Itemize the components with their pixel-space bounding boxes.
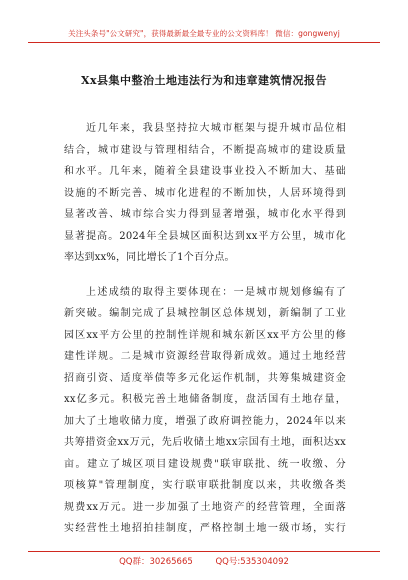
- paragraph-2: [64, 282, 346, 540]
- paragraph-line: 结合，城市建设与管理相结合，不断提高城市的建设质量: [64, 144, 346, 156]
- paragraph-line: 近几年来，我县坚持拉大城市框架与提升城市品位相: [86, 123, 346, 134]
- paragraph-line: 实经营性土地招拍挂制度，严格控制土地一级市场，实行: [64, 523, 346, 534]
- document-title: Xx县集中整治土地违法行为和违章建筑情况报告: [80, 74, 328, 87]
- paragraph-line: 园区xx平方公里的控制性详规和城东新区xx平方公里的修: [64, 329, 346, 341]
- paragraph-line: 规费xx万元。进一步加强了土地资产的经营管理，全面落: [64, 501, 346, 513]
- paragraph-line: 率达到xx%，同比增长了1个百分点。: [64, 252, 235, 263]
- paragraph-1: [64, 118, 346, 269]
- paragraph-line: 招商引资、适度举债等多元化运作机制，共筹集城建资金: [64, 372, 346, 384]
- page-footer: [0, 555, 408, 567]
- footer-divider: [28, 551, 380, 552]
- paragraph-line: 显著提高。2024年全县城区面积达到xx平方公里，城市化: [64, 230, 346, 242]
- paragraph-line: 显著改善、城市综合实力得到显著增强，城市化水平得到: [64, 209, 346, 220]
- paragraph-line: 上述成绩的取得主要体现在：一是城市规划修编有了: [86, 286, 346, 298]
- footer-qq-group: QQ群：30265665: [119, 557, 193, 567]
- paragraph-line: 设施的不断完善、城市化进程的不断加快，人居环境得到: [64, 187, 346, 199]
- page-header: [0, 0, 408, 44]
- paragraph-line: 共筹措资金xx万元，先后收储土地xx宗国有土地，面积达xx: [64, 437, 346, 448]
- paragraph-line: 项核算"管理制度，实行联审联批制度以来，共收缴各类: [64, 480, 346, 491]
- paragraph-line: 和水平。几年来，随着全县建设事业投入不断加大、基础: [64, 166, 346, 177]
- paragraph-line: 建性详规。二是城市资源经营取得新成效。通过土地经营: [64, 351, 346, 362]
- header-notice: 关注头条号"公文研究"，获得最新最全最专业的公文资料库！ 微信：gongwenyj: [68, 29, 340, 38]
- header-divider: [28, 42, 380, 43]
- document-body: [64, 118, 346, 540]
- paragraph-line: 新突破。编制完成了县城控制区总体规划，新编制了工业: [64, 308, 346, 319]
- paragraph-line: 加大了土地收储力度，增强了政府调控能力，2024年以来: [64, 415, 346, 427]
- paragraph-line: 亩。建立了城区项目建设规费"联审联批、统一收缴、分: [64, 458, 346, 470]
- paragraph-line: xx亿多元。积极完善土地储备制度，盘活国有土地存量，: [64, 394, 346, 405]
- footer-qq-number: QQ号:535304092: [215, 557, 289, 567]
